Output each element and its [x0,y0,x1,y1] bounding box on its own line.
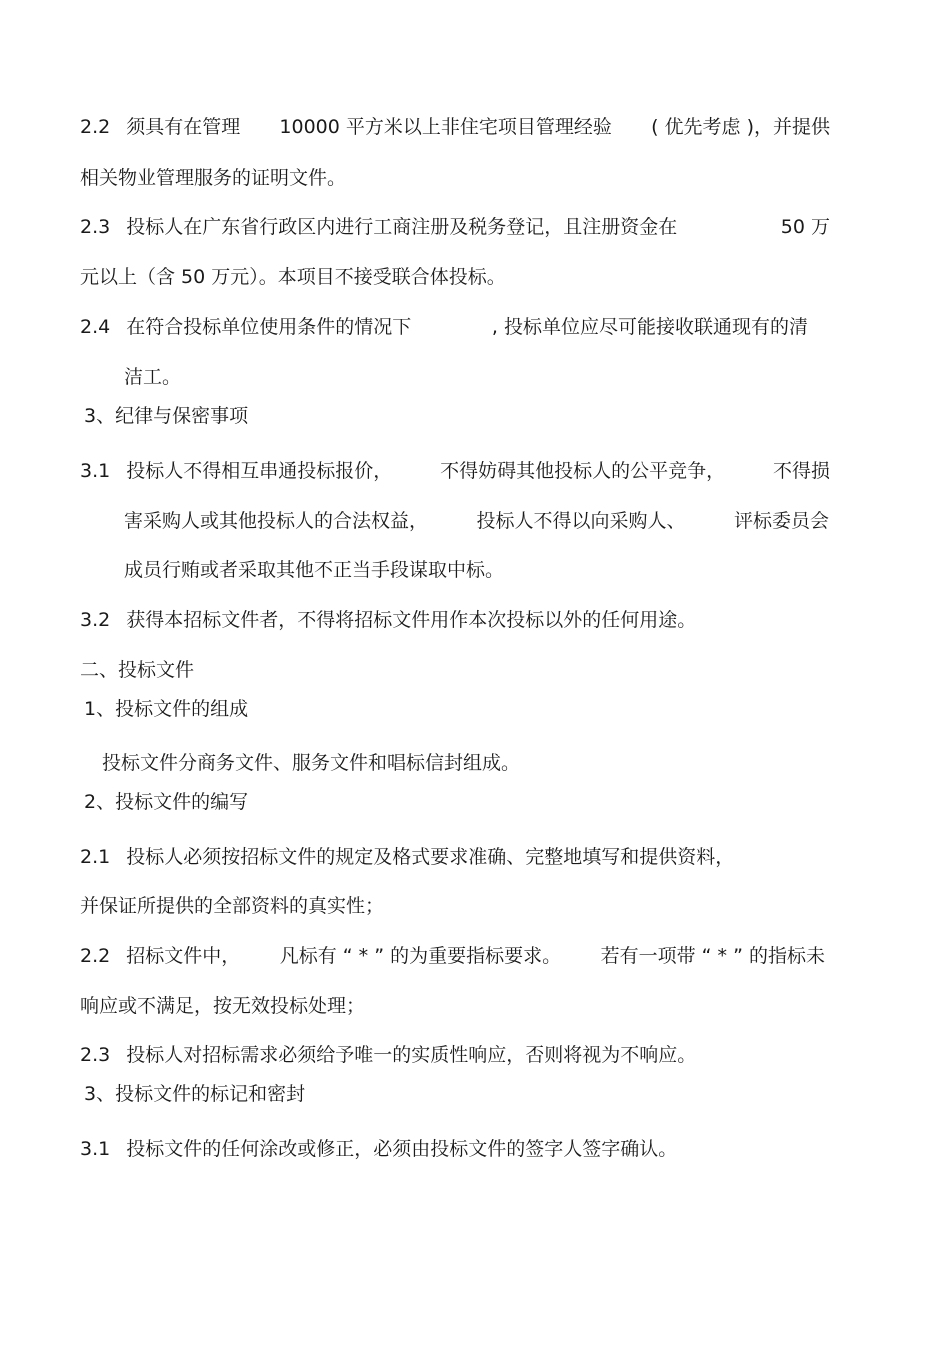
section-heading-3: 3、纪律与保密事项 [84,405,249,427]
paragraph-2-1-line-2: 并保证所提供的全部资料的真实性； [80,895,385,917]
clause-number: 2.3 [80,1044,111,1066]
paragraph-2-3-line-2: 元以上（含 50 万元）。本项目不接受联合体投标。 [80,266,506,288]
section-heading-3b: 3、投标文件的标记和密封 [84,1083,306,1105]
clause-number: 2.4 [80,316,111,338]
paragraph-3-1-line-3: 成员行贿或者采取其他不正当手段谋取中标。 [124,559,505,581]
section-heading-1: 1、投标文件的组成 [84,698,249,720]
chapter-heading-2: 二、投标文件 [80,659,195,681]
text-segment: 不得妨碍其他投标人的公平竞争， [440,460,726,482]
text-segment: 投标人不得相互串通投标报价， [126,460,393,482]
paragraph-3-1-line-1 [80,459,830,483]
text-segment: 评标委员会 [733,510,829,532]
clause-number: 2.3 [80,216,111,238]
paragraph-2-1-line-1 [80,845,734,869]
text-segment: 招标文件中， [126,945,241,967]
text-segment: 投标人在广东省行政区内进行工商注册及税务登记，且注册资金在 [126,216,678,238]
text-segment: 10000 平方米以上非住宅项目管理经验 [279,116,612,138]
clause-number: 3.1 [80,460,111,482]
clause-number: 2.2 [80,945,111,967]
paragraph-2-2b-line-2: 响应或不满足，按无效投标处理； [80,995,366,1017]
text-segment: 投标人不得以向采购人、 [476,510,686,532]
clause-number: 3.2 [80,609,111,631]
paragraph-2-2-line-2: 相关物业管理服务的证明文件。 [80,167,347,189]
paragraph-2-3-line-1 [80,215,830,239]
clause-number: 2.1 [80,846,111,868]
text-segment: 在符合投标单位使用条件的情况下 [126,316,412,338]
text-segment: 获得本招标文件者，不得将招标文件用作本次投标以外的任何用途。 [126,609,697,631]
paragraph-2-2-line-1 [80,115,830,139]
clause-number: 3.1 [80,1138,111,1160]
clause-number: 2.2 [80,116,111,138]
paragraph-2-2b-line-1 [80,944,825,968]
paragraph-2-3b [80,1043,696,1067]
text-segment: 不得损 [772,460,830,482]
section-heading-2: 2、投标文件的编写 [84,791,249,813]
text-segment: 投标人必须按招标文件的规定及格式要求准确、完整地填写和提供资料， [126,846,735,868]
text-segment: 投标人对招标需求必须给予唯一的实质性响应，否则将视为不响应。 [126,1044,697,1066]
text-segment: 若有一项带 “ * ” 的指标未 [600,945,825,967]
paragraph-1-body: 投标文件分商务文件、服务文件和唱标信封组成。 [102,752,521,774]
paragraph-2-4-line-1 [80,315,808,339]
text-segment: 投标文件的任何涂改或修正，必须由投标文件的签字人签字确认。 [126,1138,678,1160]
paragraph-3-1b [80,1137,677,1161]
paragraph-3-1-line-2 [124,509,829,533]
text-segment: 凡标有 “ * ” 的为重要指标要求。 [279,945,562,967]
text-segment: 须具有在管理 [126,116,241,138]
text-segment: 害采购人或其他投标人的合法权益， [124,510,429,532]
text-segment: 50 万 [780,216,830,238]
text-segment: , 投标单位应尽可能接收联通现有的清 [491,316,808,338]
paragraph-2-4-line-2: 洁工。 [124,366,182,388]
text-segment: ( 优先考虑 )，并提供 [651,116,830,138]
paragraph-3-2 [80,608,696,632]
